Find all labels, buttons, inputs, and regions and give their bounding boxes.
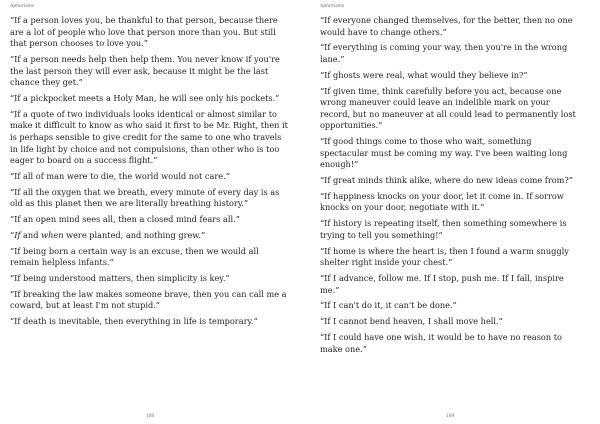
page-number: 108 (145, 414, 155, 419)
quote: “If I can't do it, it can't be done.” (320, 300, 457, 311)
quote: “If history is repeating itself, then something somewhere is trying to tell you something!” (320, 218, 567, 240)
quote: “If happiness knocks on your door, let it come in. If sorrow knocks on your door, negotiate with it.” (320, 190, 564, 213)
running-head: Aphorisms (10, 4, 35, 9)
quote: “If ghosts were real, what would they believe in?” (320, 69, 528, 80)
quote: “If a pickpocket meets a Holy Man, he will see only his pockets.” (10, 92, 280, 103)
page-number: 109 (445, 414, 455, 419)
right-page (300, 0, 600, 424)
quote-italic-words: “If and when were planted, and nothing grew.” (10, 229, 206, 240)
quote: “If great minds think alike, where do new ideas come from?” (320, 175, 573, 186)
quote: “If a person needs help then help them. You never know if you're the last person they will ever ask, because it might be the last chance they get.” (10, 53, 280, 88)
quote: “If good things come to those who wait, something spectacular must be coming my way. I've been waiting long enough!” (320, 136, 568, 170)
quote: “If I could have one wish, it would be to have no reason to make one.” (320, 331, 562, 354)
quote: “If a person loves you, be thankful to that person, because there are a lot of people who love that person more than you. But still that person chooses to love you.” (10, 15, 278, 49)
quote: “If being understood matters, then simplicity is key.” (10, 272, 230, 283)
quote: “If home is where the heart is, then I found a warm snuggly shelter right inside your chest.” (320, 245, 569, 268)
running-head: Aphorisms (320, 4, 345, 9)
quote: “If I cannot bend heaven, I shall move hell.” (320, 316, 503, 327)
quote: “If all the oxygen that we breath, every minute of every day is as old as this planet then we are literally breathing history.” (10, 186, 280, 209)
quote: “If all of man were to die, the world would not care.” (10, 170, 230, 181)
quote: “If breaking the law makes someone brave, then you can call me a coward, but at least I'm not stupid.” (10, 288, 287, 311)
quote-list (320, 15, 582, 355)
quote-list (10, 15, 288, 328)
quote: “If everything is coming your way, then you're in the wrong lane.” (320, 42, 568, 64)
quote: “If an open mind sees all, then a closed mind fears all.” (10, 214, 240, 225)
quote: “If everyone changed themselves, for the better, then no one would have to change others.” (320, 15, 573, 37)
quote: “If being born a certain way is an excuse, then we would all remain helpless infants.” (10, 245, 259, 268)
quote: “If a quote of two individuals looks identical or almost similar to make it difficult to know as who said it first to be Mr. Right, then it is perhaps sensible to give credit for the same to one who travels in life light by choice and not compulsions, than other who is too eager to board on a success flight.” (10, 108, 288, 166)
quote: “If I advance, follow me. If I stop, push me. If I fall, inspire me.” (320, 272, 564, 295)
quote: “If death is inevitable, then everything in life is temporary.” (10, 316, 258, 327)
quote: “If given time, think carefully before you act, because one wrong maneuver could leave an indelible mark on your record, but no maneuver at all could lead to permanently lost opportunities.” (320, 85, 576, 131)
